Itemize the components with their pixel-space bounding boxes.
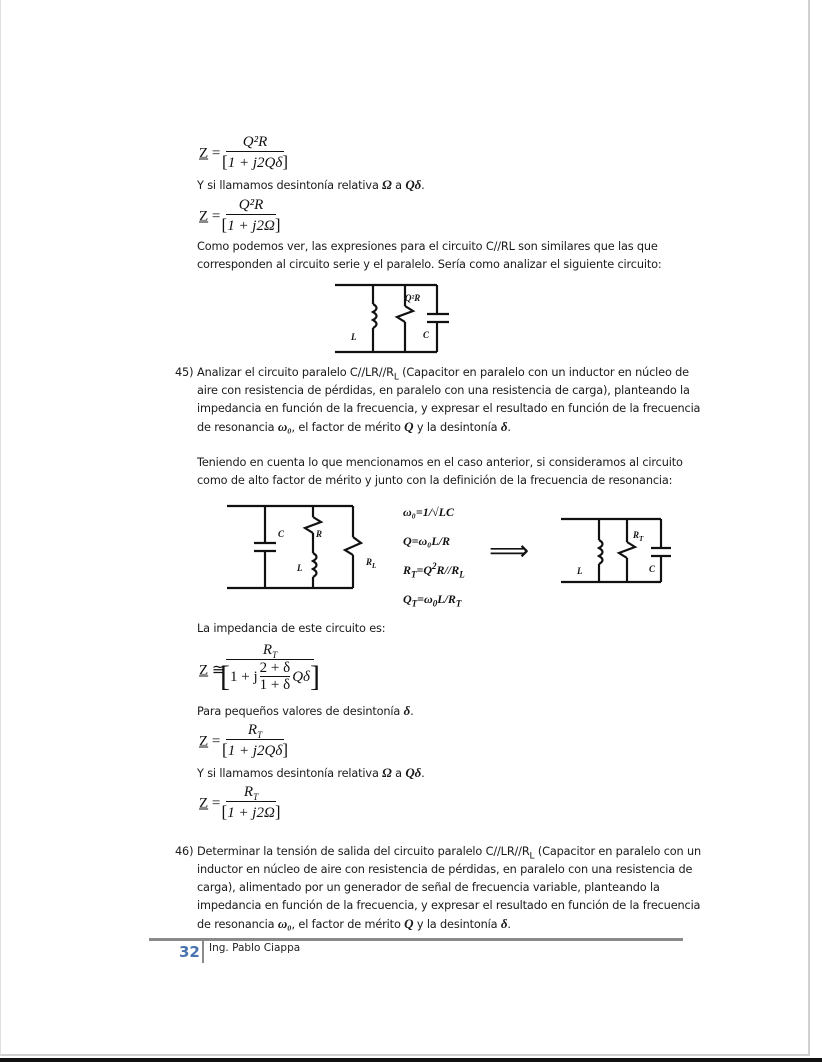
implies-arrow-icon: ⟹ xyxy=(489,534,530,567)
label-C: C xyxy=(423,330,430,340)
formula-w0: ω₀=1/√LC xyxy=(403,505,454,519)
circuit-diagram-lrc-parallel xyxy=(335,282,455,354)
numerator: Q²R xyxy=(242,134,268,150)
label-C: C xyxy=(649,564,656,574)
footer-separator xyxy=(202,941,204,963)
problem-46-number: 46) xyxy=(175,845,194,858)
page-number: 32 xyxy=(179,943,200,961)
equation-z-q2r-delta: Z = Q²R [1 + j2Qδ] xyxy=(199,134,288,171)
label-L: L xyxy=(297,563,303,573)
label-RL: $R_L$ xyxy=(366,557,377,570)
equation-z-rt-omega: Z = $R_T$ [1 + j2Ω] xyxy=(199,784,281,821)
paragraph-high-q: Teniendo en cuenta lo que mencionamos en el caso anterior, si consideramos al circuito como de alto factor de mérito y junto con la definición de la frecuencia de resonancia: xyxy=(197,456,683,487)
footer-rule xyxy=(149,938,683,941)
text-relative-detuning-2: Y si llamamos desintonía relativa Ω a Qδ. xyxy=(197,765,425,780)
text-small-detuning: Para pequeños valores de desintonía δ. xyxy=(197,703,414,718)
label-R: R xyxy=(316,529,323,539)
label-L: L xyxy=(351,332,357,342)
paragraph-comparison: Como podemos ver, las expresiones para el circuito C//RL son similares que las que corresponden al circuito serie y el paralelo. Sería como analizar el siguiente circuito: xyxy=(197,240,662,271)
text-relative-detuning: Y si llamamos desintonía relativa Ω a Qδ. xyxy=(197,177,425,192)
equation-z-q2r-omega: Z = Q²R [1 + j2Ω] xyxy=(199,197,281,234)
footer-author: Ing. Pablo Ciappa xyxy=(209,942,301,954)
formula-rt: $R_T=Q^2R//R_L$ xyxy=(403,561,465,580)
problem-45-statement: Analizar el circuito paralelo $C//LR//R_L$ (Capacitor en paralelo con un inductor en núcleo de aire con resistencia de pérdidas, en paralelo con una resistencia de carga), planteando la impedancia en función de la frecuencia, y expresar el resultado en función de la frecuencia de resonancia ω₀, el factor de mérito Q y la desintonía δ. xyxy=(197,366,701,434)
label-L: L xyxy=(577,566,583,576)
equation-z-rt-delta: Z = $R_T$ [1 + j2Qδ] xyxy=(199,722,288,759)
bottom-edge-bar xyxy=(0,1058,822,1062)
denominator: 1 + j2Qδ xyxy=(227,155,283,171)
formula-qt: $Q_T=\omega_0L/R_T$ xyxy=(403,592,462,609)
label-RT: $R_T$ xyxy=(633,530,644,543)
problem-45-number: 45) xyxy=(175,366,194,379)
formula-q: Q=ω₀L/R xyxy=(403,534,451,548)
problem-46-statement: Determinar la tensión de salida del circuito paralelo $C//LR//R_L$ (Capacitor en paralelo con un inductor en núcleo de aire con resistencia de pérdidas, en paralelo con una resistencia de carga), alimentado por un generador de señal de frecuencia variable, planteando la impedancia en función de la frecuencia, y expresar el resultado en función de la frecuencia de resonancia ω₀, el factor de mérito Q y la desintonía δ. xyxy=(197,845,702,931)
label-Q2R: Q²R xyxy=(405,293,421,303)
text-impedance-intro: La impedancia de este circuito es: xyxy=(197,622,386,635)
equation-z-approx: Z ≅ $R_T$ [ 1 + j 2 + δ 1 + δ Qδ ] xyxy=(199,642,320,693)
circuit-diagram-c-lr-rl xyxy=(227,503,367,593)
label-C: C xyxy=(278,529,285,539)
